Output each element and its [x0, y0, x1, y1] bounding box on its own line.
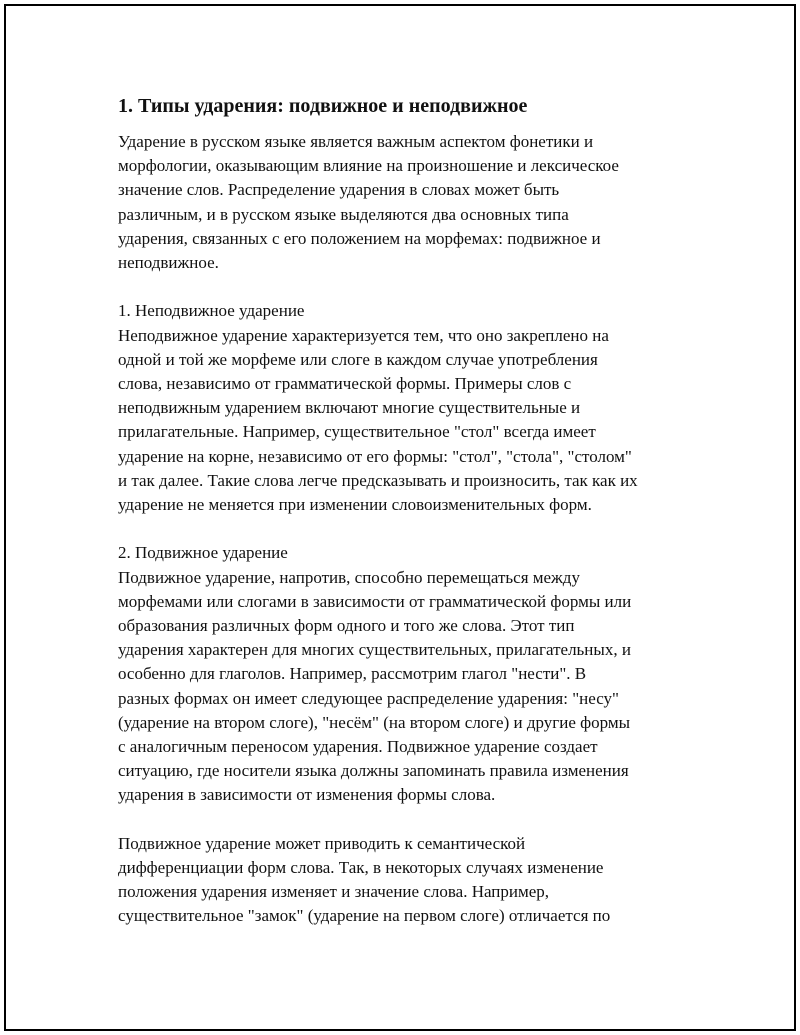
text-line: Ударение в русском языке является важным аспектом фонетики и: [118, 132, 594, 151]
text-line: образования различных форм одного и того же слова. Этот тип: [118, 616, 575, 636]
paragraph-gap: [118, 517, 688, 541]
closing-paragraph: [118, 832, 688, 929]
text-line: прилагательные. Например, существительное "стол" всегда имеет: [118, 422, 596, 442]
text-line: неподвижным ударением включают многие существительные и: [118, 398, 581, 418]
text-line: морфологии, оказывающим влияние на произношение и лексическое: [118, 156, 619, 176]
text-line: ситуацию, где носители языка должны запоминать правила изменения: [118, 761, 629, 781]
text-line: ударение не меняется при изменении словоизменительных форм.: [118, 495, 592, 515]
text-line: с аналогичным переносом ударения. Подвижное ударение создает: [118, 737, 598, 757]
paragraph-gap: [118, 808, 688, 832]
text-line: ударения в зависимости от изменения формы слова.: [118, 785, 496, 805]
text-line: слова, независимо от грамматической формы. Примеры слов с: [118, 374, 572, 394]
text-line: значение слов. Распределение ударения в словах может быть: [118, 180, 560, 200]
text-line: особенно для глаголов. Например, рассмотрим глагол "нести". В: [118, 664, 587, 684]
text-line: ударения характерен для многих существительных, прилагательных, и: [118, 640, 631, 660]
text-line: Подвижное ударение может приводить к семантической: [118, 833, 526, 853]
text-line: дифференциации форм слова. Так, в некоторых случаях изменение: [118, 858, 604, 878]
text-line: разных формах он имеет следующее распределение ударения: "несу": [118, 688, 619, 708]
text-line: положения ударения изменяет и значение слова. Например,: [118, 882, 550, 902]
section-heading: 2. Подвижное ударение: [118, 543, 288, 563]
section-heading: 1. Неподвижное ударение: [118, 301, 305, 321]
text-line: одной и той же морфеме или слоге в каждом случае употребления: [118, 349, 598, 369]
intro-paragraph: [118, 130, 688, 275]
text-line: неподвижное.: [118, 253, 219, 273]
text-line: различным, и в русском языке выделяются два основных типа: [118, 204, 569, 224]
text-line: существительное "замок" (ударение на первом слоге) отличается по: [118, 906, 611, 926]
text-line: ударения, связанных с его положением на морфемах: подвижное и: [118, 228, 601, 248]
document-title: 1. Типы ударения: подвижное и неподвижное: [118, 95, 528, 117]
text-line: и так далее. Такие слова легче предсказывать и произносить, так как их: [118, 470, 638, 490]
section-mobile-stress: [118, 541, 688, 807]
text-line: ударение на корне, независимо от его формы: "стол", "стола", "столом": [118, 446, 632, 466]
document-body: [118, 92, 688, 929]
section-fixed-stress: [118, 299, 688, 517]
text-line: Подвижное ударение, напротив, способно перемещаться между: [118, 567, 580, 587]
text-line: морфемами или слогами в зависимости от грамматической формы или: [118, 591, 632, 611]
text-line: Неподвижное ударение характеризуется тем, что оно закреплено на: [118, 325, 609, 345]
paragraph-gap: [118, 275, 688, 299]
text-line: (ударение на втором слоге), "несём" (на втором слоге) и другие формы: [118, 712, 631, 732]
